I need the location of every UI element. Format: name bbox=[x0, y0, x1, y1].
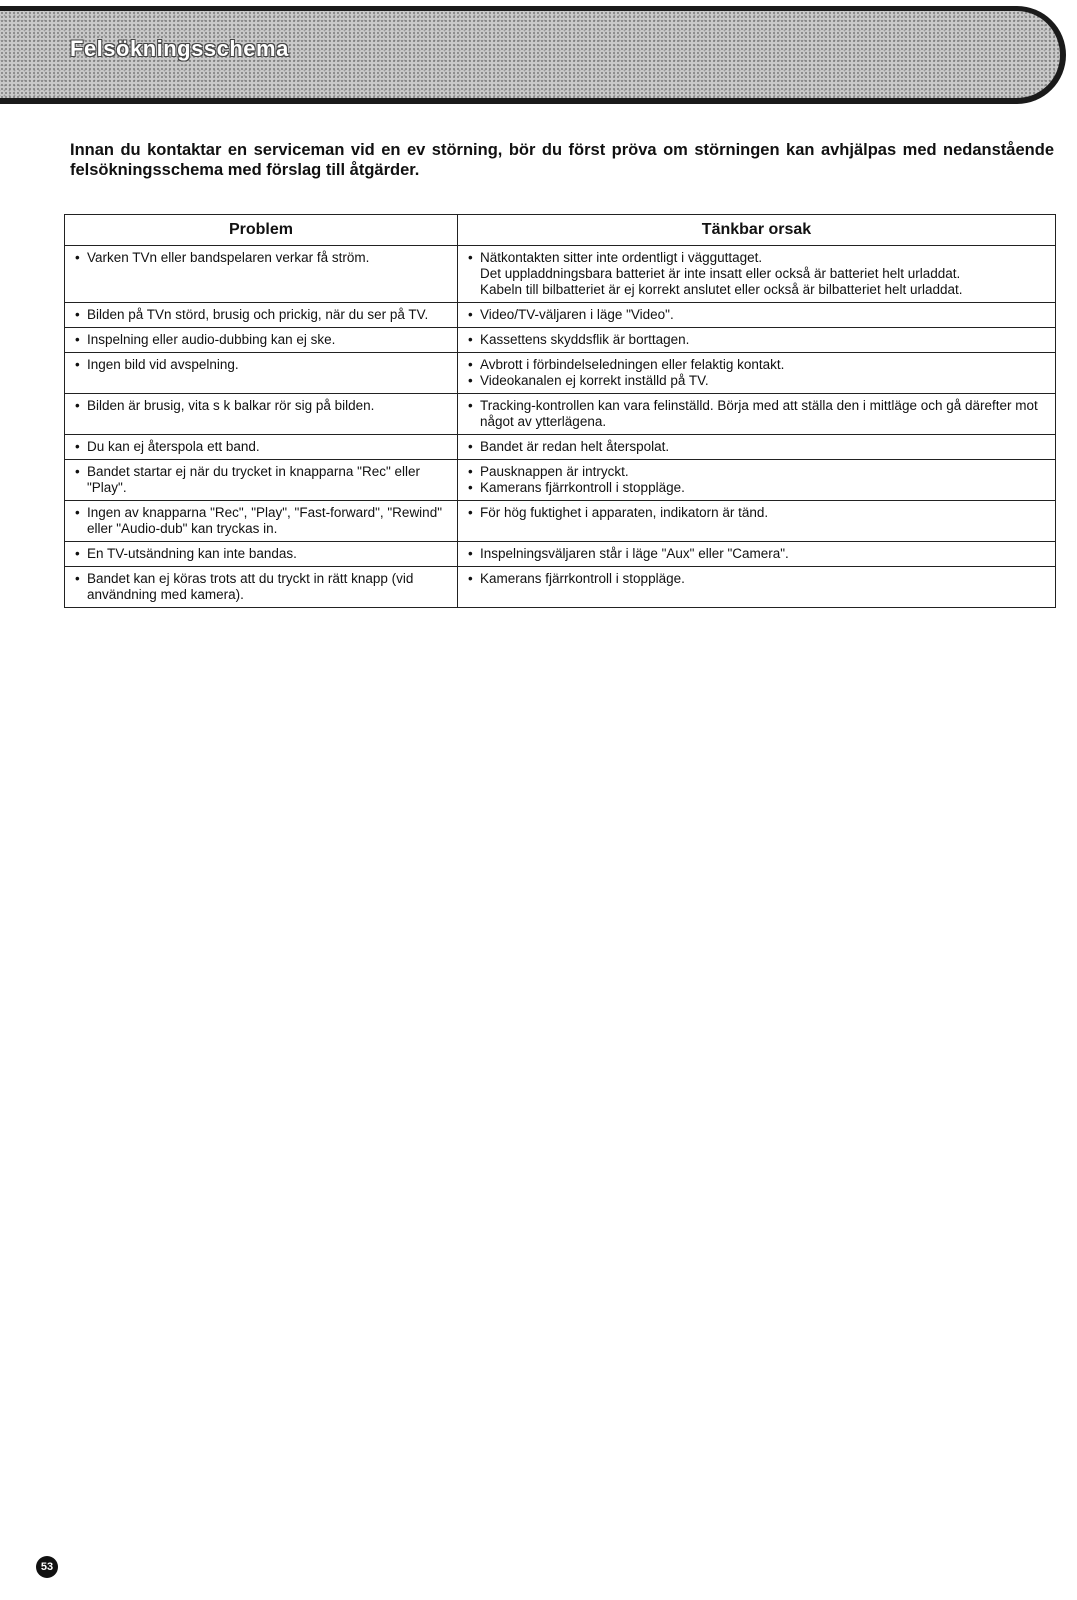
cause-item: • Pausknappen är intryckt. bbox=[480, 464, 1047, 480]
table-row bbox=[65, 328, 1056, 353]
table-row bbox=[65, 394, 1056, 435]
table-row bbox=[65, 542, 1056, 567]
problem-cell bbox=[65, 303, 458, 328]
problem-cell bbox=[65, 567, 458, 608]
page-title: Felsökningsschema bbox=[70, 36, 289, 61]
cause-item: • Tracking-kontrollen kan vara felinställd. Börja med att ställa den i mittläge och gå därefter mot något av ytterlägena. bbox=[480, 398, 1047, 430]
cause-item: • Avbrott i förbindelseledningen eller felaktig kontakt. bbox=[480, 357, 1047, 373]
cause-cell bbox=[458, 501, 1056, 542]
cause-cell bbox=[458, 246, 1056, 303]
table-header-row bbox=[65, 215, 1056, 246]
cause-item: • Kamerans fjärrkontroll i stoppläge. bbox=[480, 571, 1047, 587]
intro-text: Innan du kontaktar en serviceman vid en ev störning, bör du först pröva om störningen kan avhjälpas med nedanstående felsökningsschema med förslag till åtgärder. bbox=[70, 141, 1054, 179]
table-row bbox=[65, 353, 1056, 394]
cause-cell bbox=[458, 460, 1056, 501]
table-row bbox=[65, 460, 1056, 501]
cause-cell bbox=[458, 567, 1056, 608]
table-row bbox=[65, 435, 1056, 460]
problem-item: • Ingen av knapparna "Rec", "Play", "Fast-forward", "Rewind" eller "Audio-dub" kan tryckas in. bbox=[87, 505, 449, 537]
cause-item: • Videokanalen ej korrekt inställd på TV. bbox=[480, 373, 1047, 389]
problem-item: • Inspelning eller audio-dubbing kan ej ske. bbox=[87, 332, 449, 348]
problem-item: • Ingen bild vid avspelning. bbox=[87, 357, 449, 373]
cause-item: • Inspelningsväljaren står i läge "Aux" eller "Camera". bbox=[480, 546, 1047, 562]
cause-item: • Nätkontakten sitter inte ordentligt i vägguttaget. bbox=[480, 250, 1047, 266]
cause-cell bbox=[458, 542, 1056, 567]
cause-cell bbox=[458, 353, 1056, 394]
problem-item: • Bilden är brusig, vita s k balkar rör sig på bilden. bbox=[87, 398, 449, 414]
cause-cell bbox=[458, 435, 1056, 460]
problem-cell bbox=[65, 394, 458, 435]
problem-item: • En TV-utsändning kan inte bandas. bbox=[87, 546, 449, 562]
problem-cell bbox=[65, 328, 458, 353]
problem-item: • Bilden på TVn störd, brusig och prickig, när du ser på TV. bbox=[87, 307, 449, 323]
cause-item: • Kamerans fjärrkontroll i stoppläge. bbox=[480, 480, 1047, 496]
problem-cell bbox=[65, 246, 458, 303]
problem-item: • Varken TVn eller bandspelaren verkar få ström. bbox=[87, 250, 449, 266]
page-number: 53 bbox=[36, 1556, 58, 1578]
column-header-problem: Problem bbox=[65, 215, 458, 246]
cause-item: • Kassettens skyddsflik är borttagen. bbox=[480, 332, 1047, 348]
table-row bbox=[65, 303, 1056, 328]
table-row bbox=[65, 567, 1056, 608]
problem-cell bbox=[65, 353, 458, 394]
problem-item: • Du kan ej återspola ett band. bbox=[87, 439, 449, 455]
cause-text: Det uppladdningsbara batteriet är inte insatt eller också är batteriet helt urladdat. bbox=[480, 266, 961, 281]
problem-cell bbox=[65, 460, 458, 501]
problem-item: • Bandet startar ej när du trycket in knapparna "Rec" eller "Play". bbox=[87, 464, 449, 496]
cause-item: • Video/TV-väljaren i läge "Video". bbox=[480, 307, 1047, 323]
cause-cell bbox=[458, 328, 1056, 353]
cause-cell bbox=[458, 303, 1056, 328]
cause-item: • För hög fuktighet i apparaten, indikatorn är tänd. bbox=[480, 505, 1047, 521]
cause-cell bbox=[458, 394, 1056, 435]
problem-cell bbox=[65, 542, 458, 567]
column-header-cause: Tänkbar orsak bbox=[458, 215, 1056, 246]
troubleshooting-table bbox=[64, 214, 1056, 608]
table-row bbox=[65, 246, 1056, 303]
cause-item: • Bandet är redan helt återspolat. bbox=[480, 439, 1047, 455]
problem-cell bbox=[65, 501, 458, 542]
problem-item: • Bandet kan ej köras trots att du tryckt in rätt knapp (vid användning med kamera). bbox=[87, 571, 449, 603]
table-row bbox=[65, 501, 1056, 542]
problem-cell bbox=[65, 435, 458, 460]
cause-text: Kabeln till bilbatteriet är ej korrekt anslutet eller också är bilbatteriet helt urladdat. bbox=[480, 282, 963, 297]
